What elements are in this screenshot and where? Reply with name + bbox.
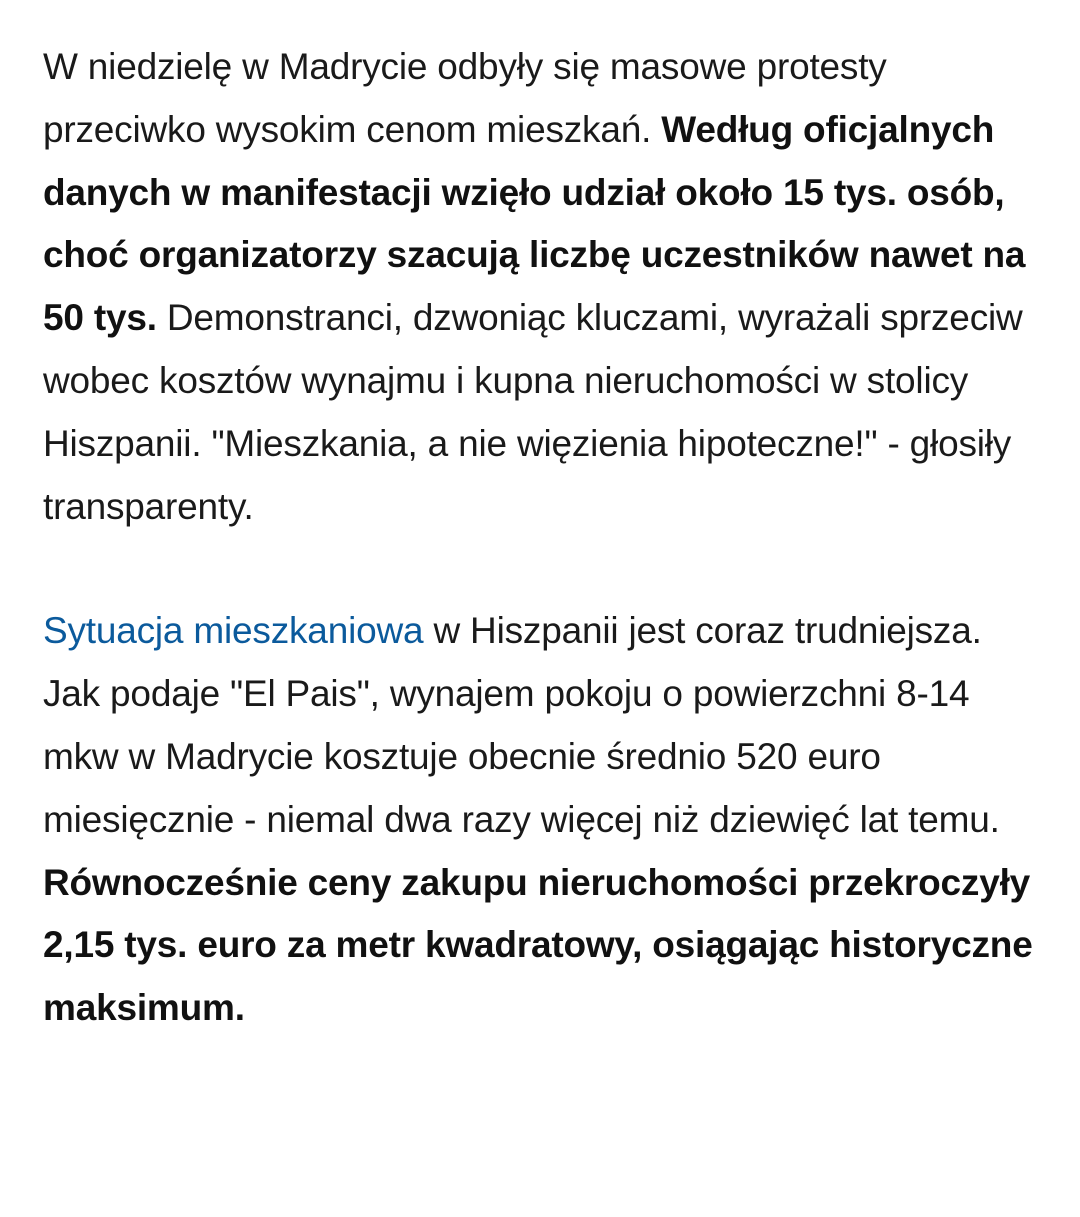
paragraph-housing-situation: [43, 600, 1043, 1040]
paragraph-protests: [43, 36, 1043, 538]
paragraph-text: Demonstranci, dzwoniąc kluczami, wyrażali sprzeciw wobec kosztów wynajmu i kupna nieruchomości w stolicy Hiszpanii. "Mieszkania, a nie więzienia hipoteczne!" - głosiły transparenty.: [43, 297, 1023, 527]
paragraph-bold-text: Według oficjalnych danych w manifestacji wzięło udział około 15 tys. osób, choć organizatorzy szacują liczbę uczestników nawet na 50 tys.: [43, 108, 1026, 339]
article-body: [43, 36, 1043, 1040]
housing-situation-link[interactable]: Sytuacja mieszkaniowa: [43, 610, 424, 652]
paragraph-bold-text: Równocześnie ceny zakupu nieruchomości przekroczyły 2,15 tys. euro za metr kwadratowy, osiągając historyczne maksimum.: [43, 861, 1033, 1029]
paragraph-text: W niedzielę w Madrycie odbyły się masowe protesty przeciwko wysokim cenom mieszkań.: [43, 46, 887, 150]
paragraph-text: w Hiszpanii jest coraz trudniejsza. Jak podaje "El Pais", wynajem pokoju o powierzchni 8-14 mkw w Madrycie kosztuje obecnie średnio 520 euro miesięcznie - niemal dwa razy więcej niż dziewięć lat temu.: [43, 610, 1000, 840]
